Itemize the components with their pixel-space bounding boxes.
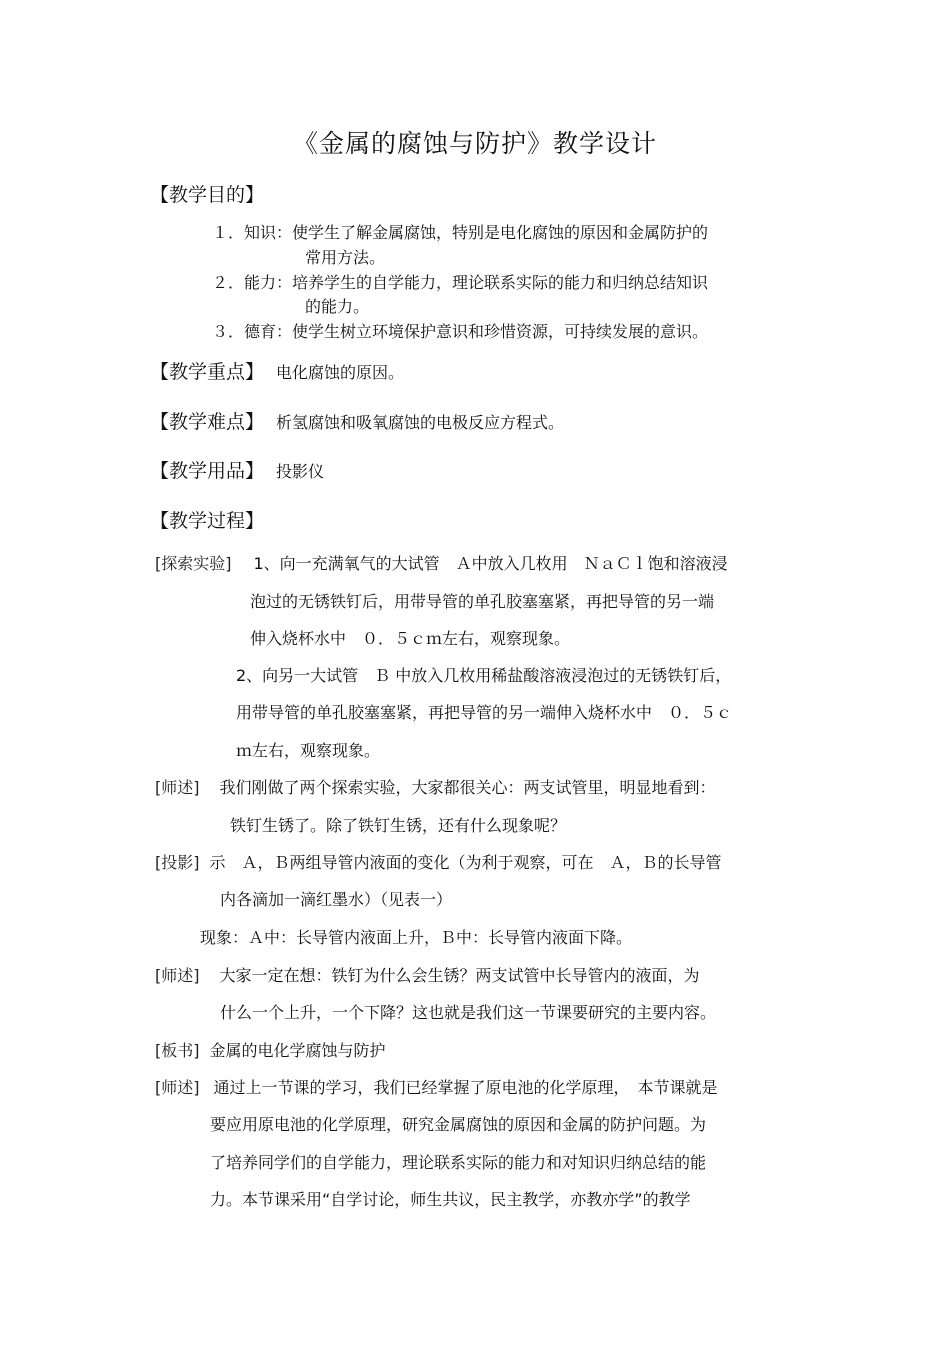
- key-point-section: [150, 357, 404, 384]
- experiment-line: ｍ左右，观察现象。: [236, 741, 381, 760]
- experiment-line: [探索实验] 1、向一充满氧气的大试管 Ａ中放入几枚用 ＮａＣｌ饱和溶液浸: [155, 554, 728, 573]
- projection-tag: [投影]: [155, 853, 200, 872]
- narration-line: 力。本节课采用“自学讨论，师生共议，民主教学，亦教亦学”的教学: [210, 1190, 691, 1209]
- experiment-line: 泡过的无锈铁钉后，用带导管的单孔胶塞塞紧，再把导管的另一端: [250, 592, 715, 611]
- objective-num: １．知识：: [212, 223, 293, 242]
- objective-item: [212, 220, 708, 243]
- narration-line: [师述] 通过上一节课的学习，我们已经掌握了原电池的化学原理， 本节课就是: [155, 1078, 718, 1097]
- key-point-value: 电化腐蚀的原因。: [276, 363, 405, 382]
- supplies-value: 投影仪: [276, 462, 325, 481]
- projection-line: 内各滴加一滴红墨水）（见表一）: [220, 890, 453, 909]
- supplies-section: [150, 456, 324, 483]
- narration-line: 要应用原电池的化学原理，研究金属腐蚀的原因和金属的防护问题。为: [210, 1115, 707, 1134]
- process-heading: 【教学过程】: [150, 510, 265, 532]
- difficulty-heading: 【教学难点】: [150, 411, 265, 433]
- experiment-line: 2、向另一大试管 Ｂ 中放入几枚用稀盐酸溶液浸泡过的无锈铁钉后，: [236, 666, 732, 685]
- narration-line: [师述] 大家一定在想：铁钉为什么会生锈？两支试管中长导管内的液面，为: [155, 966, 700, 985]
- key-point-heading: 【教学重点】: [150, 361, 265, 383]
- objective-num: ２．能力：: [212, 273, 293, 292]
- narration-line: 铁钉生锈了。除了铁钉生锈，还有什么现象呢？: [230, 816, 567, 835]
- narration-tag: [师述]: [155, 966, 200, 985]
- experiment-line: 伸入烧杯水中 ０．５ｃｍ左右，观察现象。: [250, 629, 571, 648]
- objective-item: [212, 270, 708, 293]
- experiment-line: 用带导管的单孔胶塞塞紧，再把导管的另一端伸入烧杯水中 ０．５ｃ: [236, 703, 733, 722]
- narration-line: 什么一个上升，一个下降？这也就是我们这一节课要研究的主要内容。: [220, 1003, 717, 1022]
- objective-text: 使学生树立环境保护意识和珍惜资源，可持续发展的意识。: [292, 322, 709, 341]
- narration-tag: [师述]: [155, 778, 200, 797]
- narration-line: 了培养同学们的自学能力，理论联系实际的能力和对知识归纳总结的能: [210, 1153, 707, 1172]
- experiment-tag: [探索实验]: [155, 554, 232, 573]
- document-title: 《金属的腐蚀与防护》教学设计: [292, 129, 657, 158]
- objective-item: [212, 319, 708, 342]
- objective-text: 培养学生的自学能力，理论联系实际的能力和归纳总结知识: [292, 273, 709, 292]
- phenomenon-line: 现象：Ａ中：长导管内液面上升，Ｂ中：长导管内液面下降。: [200, 928, 633, 947]
- objectives-heading: 【教学目的】: [150, 184, 265, 206]
- objective-cont: 的能力。: [305, 297, 370, 316]
- board-line: [板书] 金属的电化学腐蚀与防护: [155, 1041, 386, 1060]
- objective-num: ３．德育：: [212, 322, 293, 341]
- difficulty-section: [150, 407, 564, 434]
- narration-line: [师述] 我们刚做了两个探索实验，大家都很关心：两支试管里，明显地看到：: [155, 778, 716, 797]
- difficulty-value: 析氢腐蚀和吸氧腐蚀的电极反应方程式。: [276, 413, 565, 432]
- board-tag: [板书]: [155, 1041, 200, 1060]
- objective-text: 使学生了解金属腐蚀，特别是电化腐蚀的原因和金属防护的: [292, 223, 709, 242]
- narration-tag: [师述]: [155, 1078, 200, 1097]
- objective-cont: 常用方法。: [305, 248, 386, 267]
- supplies-heading: 【教学用品】: [150, 460, 265, 482]
- projection-line: [投影] 示 Ａ，Ｂ两组导管内液面的变化（为利于观察，可在 Ａ，Ｂ的长导管: [155, 853, 722, 872]
